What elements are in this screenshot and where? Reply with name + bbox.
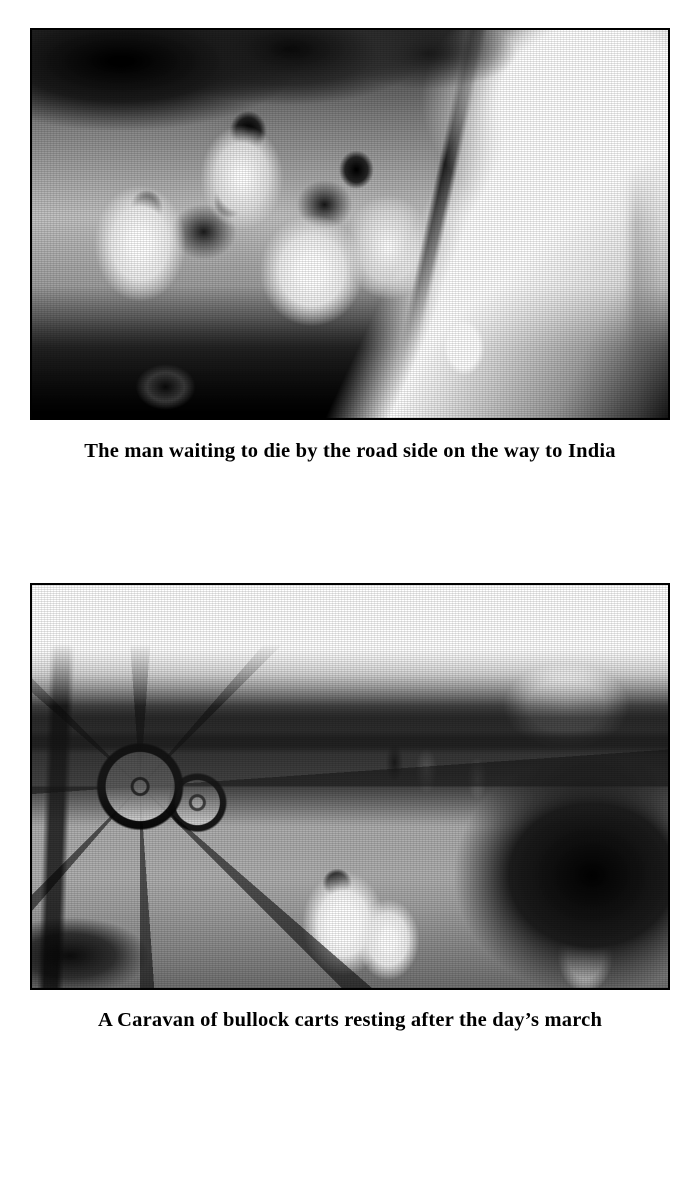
figure-caption-1: The man waiting to die by the road side on the way to India xyxy=(84,440,616,462)
figure-caption-2: A Caravan of bullock carts resting after the day’s march xyxy=(97,1009,603,1031)
figure-block-2 xyxy=(0,583,700,1032)
photograph-bullock-cart-caravan xyxy=(32,585,668,988)
photograph-roadside-group xyxy=(32,30,668,418)
photograph-frame-1 xyxy=(30,28,670,420)
photograph-frame-2 xyxy=(30,583,670,990)
figure-block-1 xyxy=(0,28,700,463)
